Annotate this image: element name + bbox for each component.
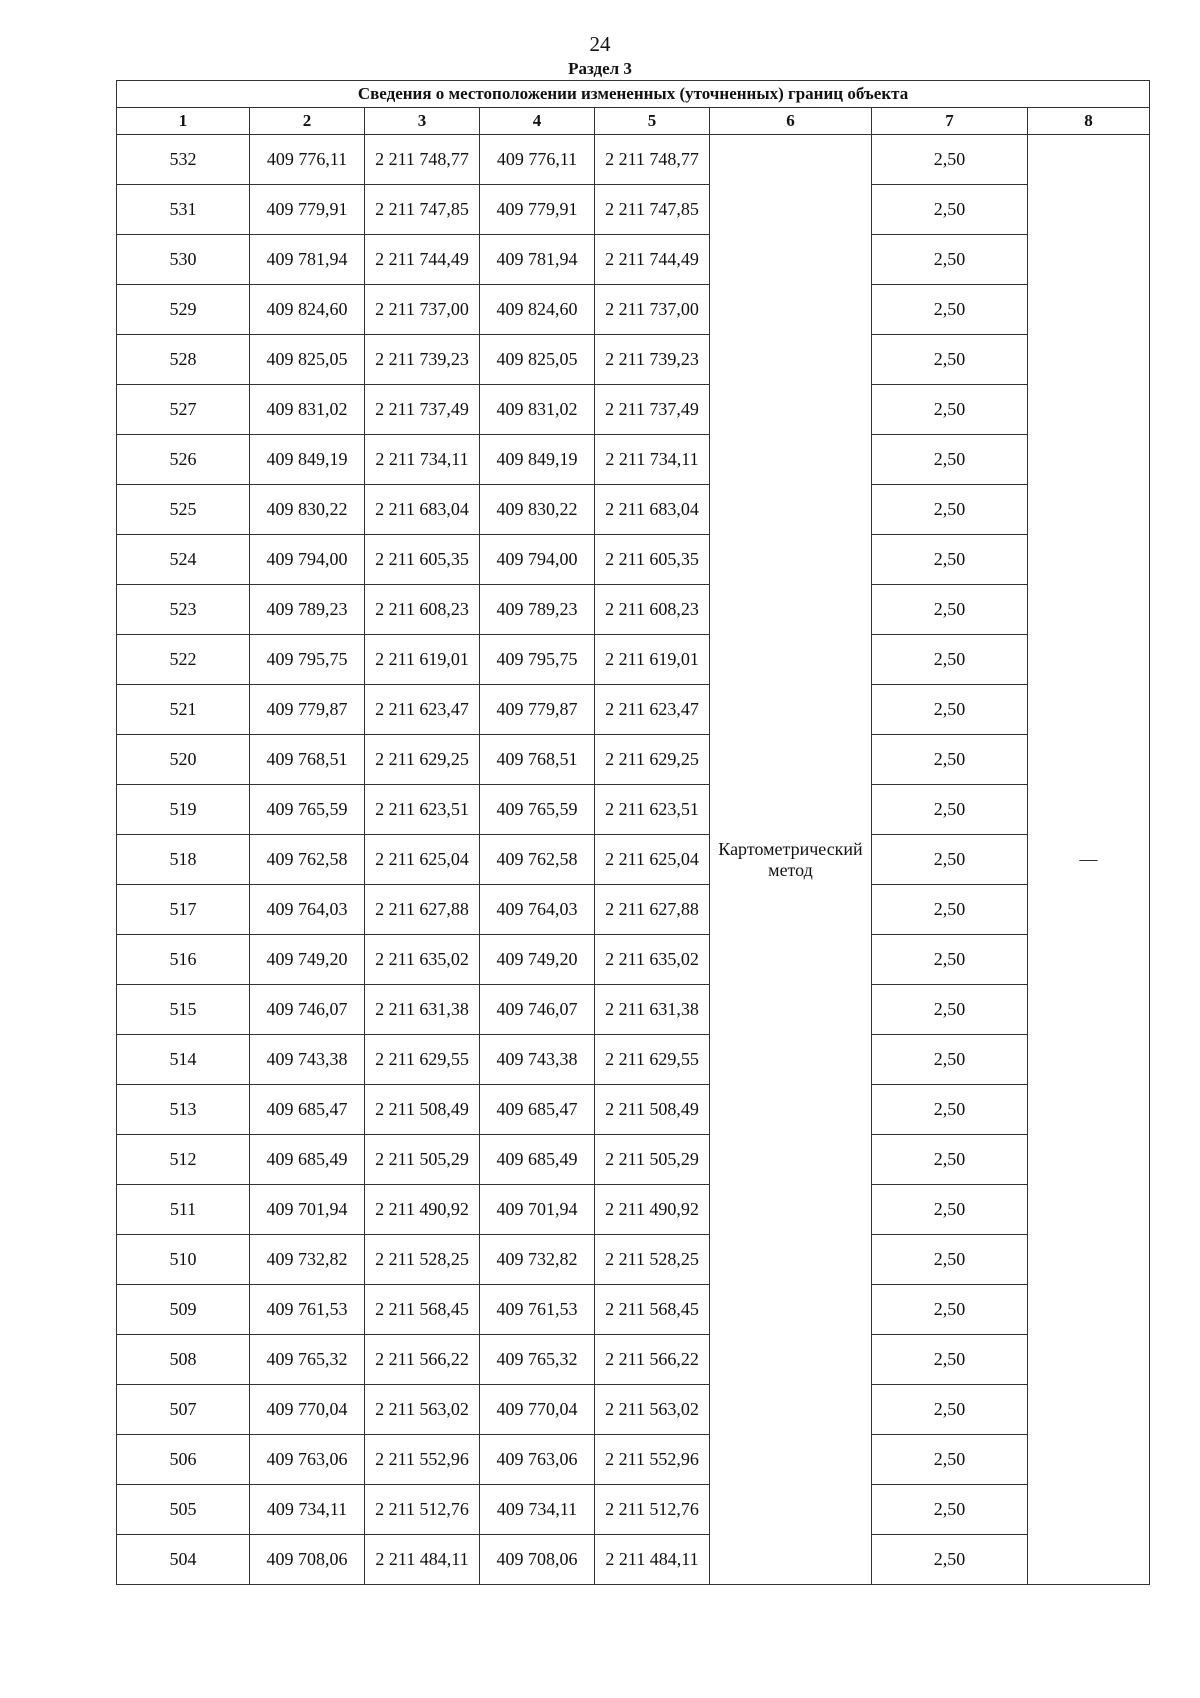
table-row (117, 935, 1150, 985)
table-row (117, 1135, 1150, 1185)
table-cell-n: 511 (117, 1185, 250, 1235)
table-cell-n: 504 (117, 1535, 250, 1585)
table-cell-y2: 2 211 739,23 (595, 335, 710, 385)
table-row (117, 285, 1150, 335)
table-cell-y2: 2 211 734,11 (595, 435, 710, 485)
table-cell-y1: 2 211 512,76 (365, 1485, 480, 1535)
table-cell-x2: 409 743,38 (480, 1035, 595, 1085)
table-cell-y2: 2 211 623,51 (595, 785, 710, 835)
table-cell-x2: 409 734,11 (480, 1485, 595, 1535)
table-cell-x2: 409 789,23 (480, 585, 595, 635)
table-cell-x2: 409 768,51 (480, 735, 595, 785)
table-cell-n: 512 (117, 1135, 250, 1185)
coordinates-table (116, 80, 1150, 1585)
table-row (117, 1185, 1150, 1235)
table-cell-n: 526 (117, 435, 250, 485)
table-cell-n: 513 (117, 1085, 250, 1135)
table-cell-x1: 409 732,82 (250, 1235, 365, 1285)
table-cell-y1: 2 211 619,01 (365, 635, 480, 685)
table-cell-n: 514 (117, 1035, 250, 1085)
table-cell-x2: 409 770,04 (480, 1385, 595, 1435)
table-cell-x2: 409 765,59 (480, 785, 595, 835)
table-row (117, 635, 1150, 685)
table-cell-y2: 2 211 744,49 (595, 235, 710, 285)
table-cell-n: 530 (117, 235, 250, 285)
table-cell-y2: 2 211 563,02 (595, 1385, 710, 1435)
table-cell-accuracy: 2,50 (872, 135, 1028, 185)
table-cell-x1: 409 770,04 (250, 1385, 365, 1435)
table-cell-x2: 409 779,87 (480, 685, 595, 735)
table-cell-x2: 409 708,06 (480, 1535, 595, 1585)
table-cell-n: 522 (117, 635, 250, 685)
table-cell-x1: 409 762,58 (250, 835, 365, 885)
table-cell-y1: 2 211 623,47 (365, 685, 480, 735)
table-row (117, 1035, 1150, 1085)
table-cell-accuracy: 2,50 (872, 1535, 1028, 1585)
table-cell-accuracy: 2,50 (872, 1185, 1028, 1235)
table-cell-y2: 2 211 484,11 (595, 1535, 710, 1585)
column-header: 7 (872, 108, 1028, 135)
table-cell-y2: 2 211 608,23 (595, 585, 710, 635)
table-cell-n: 518 (117, 835, 250, 885)
table-cell-y1: 2 211 747,85 (365, 185, 480, 235)
table-cell-accuracy: 2,50 (872, 1485, 1028, 1535)
table-cell-y1: 2 211 508,49 (365, 1085, 480, 1135)
table-cell-y2: 2 211 528,25 (595, 1235, 710, 1285)
table-cell-y2: 2 211 508,49 (595, 1085, 710, 1135)
table-cell-y2: 2 211 627,88 (595, 885, 710, 935)
table-cell-x1: 409 795,75 (250, 635, 365, 685)
table-cell-accuracy: 2,50 (872, 235, 1028, 285)
table-cell-x1: 409 781,94 (250, 235, 365, 285)
table-cell-y1: 2 211 552,96 (365, 1435, 480, 1485)
table-cell-accuracy: 2,50 (872, 1285, 1028, 1335)
table-cell-accuracy: 2,50 (872, 1135, 1028, 1185)
column-header: 3 (365, 108, 480, 135)
table-cell-n: 515 (117, 985, 250, 1035)
table-cell-accuracy: 2,50 (872, 1235, 1028, 1285)
table-cell-x1: 409 776,11 (250, 135, 365, 185)
table-cell-x1: 409 768,51 (250, 735, 365, 785)
table-cell-x1: 409 749,20 (250, 935, 365, 985)
table-cell-n: 520 (117, 735, 250, 785)
table-cell-accuracy: 2,50 (872, 685, 1028, 735)
table-cell-y2: 2 211 631,38 (595, 985, 710, 1035)
table-cell-y2: 2 211 566,22 (595, 1335, 710, 1385)
table-cell-accuracy: 2,50 (872, 435, 1028, 485)
table-cell-accuracy: 2,50 (872, 585, 1028, 635)
table-row (117, 135, 1150, 185)
table-cell-y1: 2 211 629,55 (365, 1035, 480, 1085)
column-header: 2 (250, 108, 365, 135)
table-cell-y1: 2 211 623,51 (365, 785, 480, 835)
table-cell-x1: 409 831,02 (250, 385, 365, 435)
table-cell-y2: 2 211 623,47 (595, 685, 710, 735)
table-row (117, 985, 1150, 1035)
table-cell-y2: 2 211 748,77 (595, 135, 710, 185)
table-row (117, 535, 1150, 585)
table-cell-y1: 2 211 748,77 (365, 135, 480, 185)
table-cell-x2: 409 825,05 (480, 335, 595, 385)
table-cell-x1: 409 789,23 (250, 585, 365, 635)
table-cell-x2: 409 795,75 (480, 635, 595, 685)
table-cell-x2: 409 830,22 (480, 485, 595, 535)
table-cell-x2: 409 746,07 (480, 985, 595, 1035)
table-cell-y1: 2 211 625,04 (365, 835, 480, 885)
table-cell-accuracy: 2,50 (872, 1035, 1028, 1085)
table-cell-x1: 409 765,59 (250, 785, 365, 835)
table-row (117, 785, 1150, 835)
table-cell-accuracy: 2,50 (872, 185, 1028, 235)
table-cell-y2: 2 211 552,96 (595, 1435, 710, 1485)
table-row (117, 1285, 1150, 1335)
table-row (117, 1385, 1150, 1435)
table-cell-n: 505 (117, 1485, 250, 1535)
table-cell-accuracy: 2,50 (872, 835, 1028, 885)
table-cell-n: 516 (117, 935, 250, 985)
table-cell-n: 529 (117, 285, 250, 335)
table-cell-y2: 2 211 490,92 (595, 1185, 710, 1235)
table-row (117, 385, 1150, 435)
table-row (117, 1485, 1150, 1535)
table-cell-y2: 2 211 635,02 (595, 935, 710, 985)
column8-cell: — (1028, 135, 1150, 1585)
table-cell-accuracy: 2,50 (872, 985, 1028, 1035)
column-header: 6 (710, 108, 872, 135)
table-cell-accuracy: 2,50 (872, 385, 1028, 435)
table-row (117, 1235, 1150, 1285)
table-cell-x2: 409 763,06 (480, 1435, 595, 1485)
table-cell-y1: 2 211 490,92 (365, 1185, 480, 1235)
table-row (117, 835, 1150, 885)
table-cell-y2: 2 211 629,55 (595, 1035, 710, 1085)
table-cell-x2: 409 749,20 (480, 935, 595, 985)
table-cell-x1: 409 708,06 (250, 1535, 365, 1585)
table-cell-y1: 2 211 484,11 (365, 1535, 480, 1585)
table-cell-y1: 2 211 737,49 (365, 385, 480, 435)
table-cell-x2: 409 776,11 (480, 135, 595, 185)
table-caption: Сведения о местоположении измененных (уточненных) границ объекта (117, 81, 1150, 108)
table-cell-x2: 409 701,94 (480, 1185, 595, 1235)
table-cell-n: 507 (117, 1385, 250, 1435)
table-cell-y1: 2 211 739,23 (365, 335, 480, 385)
table-row (117, 1535, 1150, 1585)
table-cell-x1: 409 794,00 (250, 535, 365, 585)
table-cell-x2: 409 849,19 (480, 435, 595, 485)
table-cell-n: 524 (117, 535, 250, 585)
table-cell-x1: 409 824,60 (250, 285, 365, 335)
table-cell-x2: 409 762,58 (480, 835, 595, 885)
table-cell-y2: 2 211 505,29 (595, 1135, 710, 1185)
table-cell-n: 523 (117, 585, 250, 635)
table-cell-x1: 409 743,38 (250, 1035, 365, 1085)
table-cell-y2: 2 211 605,35 (595, 535, 710, 585)
table-cell-y2: 2 211 619,01 (595, 635, 710, 685)
table-cell-y2: 2 211 737,00 (595, 285, 710, 335)
table-cell-n: 519 (117, 785, 250, 835)
table-cell-x2: 409 765,32 (480, 1335, 595, 1385)
table-cell-x1: 409 849,19 (250, 435, 365, 485)
table-cell-x1: 409 765,32 (250, 1335, 365, 1385)
table-cell-y1: 2 211 627,88 (365, 885, 480, 935)
table-cell-x2: 409 781,94 (480, 235, 595, 285)
table-cell-accuracy: 2,50 (872, 1435, 1028, 1485)
table-cell-accuracy: 2,50 (872, 735, 1028, 785)
table-cell-x1: 409 734,11 (250, 1485, 365, 1535)
table-cell-n: 521 (117, 685, 250, 735)
column-header: 8 (1028, 108, 1150, 135)
table-cell-x2: 409 824,60 (480, 285, 595, 335)
table-cell-y1: 2 211 683,04 (365, 485, 480, 535)
table-cell-accuracy: 2,50 (872, 285, 1028, 335)
table-cell-y1: 2 211 608,23 (365, 585, 480, 635)
table-cell-x2: 409 831,02 (480, 385, 595, 435)
table-cell-y2: 2 211 629,25 (595, 735, 710, 785)
table-cell-x1: 409 830,22 (250, 485, 365, 535)
table-cell-n: 532 (117, 135, 250, 185)
table-cell-n: 531 (117, 185, 250, 235)
table-cell-n: 510 (117, 1235, 250, 1285)
table-cell-n: 517 (117, 885, 250, 935)
table-cell-accuracy: 2,50 (872, 885, 1028, 935)
table-cell-accuracy: 2,50 (872, 1385, 1028, 1435)
table-cell-x1: 409 764,03 (250, 885, 365, 935)
table-cell-y2: 2 211 747,85 (595, 185, 710, 235)
table-row (117, 735, 1150, 785)
column-header-row (117, 108, 1150, 135)
table-row (117, 885, 1150, 935)
table-cell-accuracy: 2,50 (872, 785, 1028, 835)
table-cell-x1: 409 685,49 (250, 1135, 365, 1185)
table-cell-accuracy: 2,50 (872, 635, 1028, 685)
table-cell-y1: 2 211 629,25 (365, 735, 480, 785)
table-cell-n: 527 (117, 385, 250, 435)
table-body (117, 135, 1150, 1585)
table-cell-accuracy: 2,50 (872, 935, 1028, 985)
table-row (117, 1085, 1150, 1135)
table-cell-accuracy: 2,50 (872, 485, 1028, 535)
table-cell-n: 509 (117, 1285, 250, 1335)
table-cell-x1: 409 746,07 (250, 985, 365, 1035)
table-cell-x1: 409 685,47 (250, 1085, 365, 1135)
table-cell-y2: 2 211 625,04 (595, 835, 710, 885)
table-row (117, 685, 1150, 735)
table-cell-y1: 2 211 744,49 (365, 235, 480, 285)
table-cell-n: 506 (117, 1435, 250, 1485)
table-cell-y2: 2 211 512,76 (595, 1485, 710, 1535)
table-cell-x1: 409 825,05 (250, 335, 365, 385)
table-cell-y1: 2 211 734,11 (365, 435, 480, 485)
table-cell-x2: 409 761,53 (480, 1285, 595, 1335)
table-row (117, 335, 1150, 385)
table-row (117, 185, 1150, 235)
table-cell-x1: 409 779,91 (250, 185, 365, 235)
column-header: 5 (595, 108, 710, 135)
table-cell-n: 508 (117, 1335, 250, 1385)
table-cell-y1: 2 211 505,29 (365, 1135, 480, 1185)
table-cell-x1: 409 701,94 (250, 1185, 365, 1235)
table-cell-accuracy: 2,50 (872, 1335, 1028, 1385)
table-cell-y1: 2 211 737,00 (365, 285, 480, 335)
table-cell-y2: 2 211 683,04 (595, 485, 710, 535)
table-cell-y2: 2 211 737,49 (595, 385, 710, 435)
table-cell-accuracy: 2,50 (872, 535, 1028, 585)
column-header: 4 (480, 108, 595, 135)
table-cell-accuracy: 2,50 (872, 1085, 1028, 1135)
table-cell-n: 528 (117, 335, 250, 385)
table-row (117, 585, 1150, 635)
table-cell-x2: 409 685,49 (480, 1135, 595, 1185)
table-row (117, 435, 1150, 485)
table-cell-y1: 2 211 631,38 (365, 985, 480, 1035)
table-cell-x1: 409 779,87 (250, 685, 365, 735)
table-cell-x2: 409 732,82 (480, 1235, 595, 1285)
table-row (117, 1435, 1150, 1485)
table-cell-y2: 2 211 568,45 (595, 1285, 710, 1335)
table-cell-x2: 409 779,91 (480, 185, 595, 235)
table-row (117, 1335, 1150, 1385)
table-cell-y1: 2 211 635,02 (365, 935, 480, 985)
section-title: Раздел 3 (568, 59, 632, 78)
table-cell-n: 525 (117, 485, 250, 535)
method-cell: Картометрический метод (710, 135, 872, 1585)
table-row (117, 235, 1150, 285)
table-cell-y1: 2 211 566,22 (365, 1335, 480, 1385)
column-header: 1 (117, 108, 250, 135)
table-cell-y1: 2 211 563,02 (365, 1385, 480, 1435)
table-cell-x1: 409 763,06 (250, 1435, 365, 1485)
table-cell-y1: 2 211 605,35 (365, 535, 480, 585)
table-cell-y1: 2 211 528,25 (365, 1235, 480, 1285)
page-number: 24 (589, 32, 611, 56)
table-cell-x2: 409 764,03 (480, 885, 595, 935)
table-cell-x2: 409 685,47 (480, 1085, 595, 1135)
table-cell-x1: 409 761,53 (250, 1285, 365, 1335)
table-cell-y1: 2 211 568,45 (365, 1285, 480, 1335)
table-cell-accuracy: 2,50 (872, 335, 1028, 385)
table-row (117, 485, 1150, 535)
table-cell-x2: 409 794,00 (480, 535, 595, 585)
